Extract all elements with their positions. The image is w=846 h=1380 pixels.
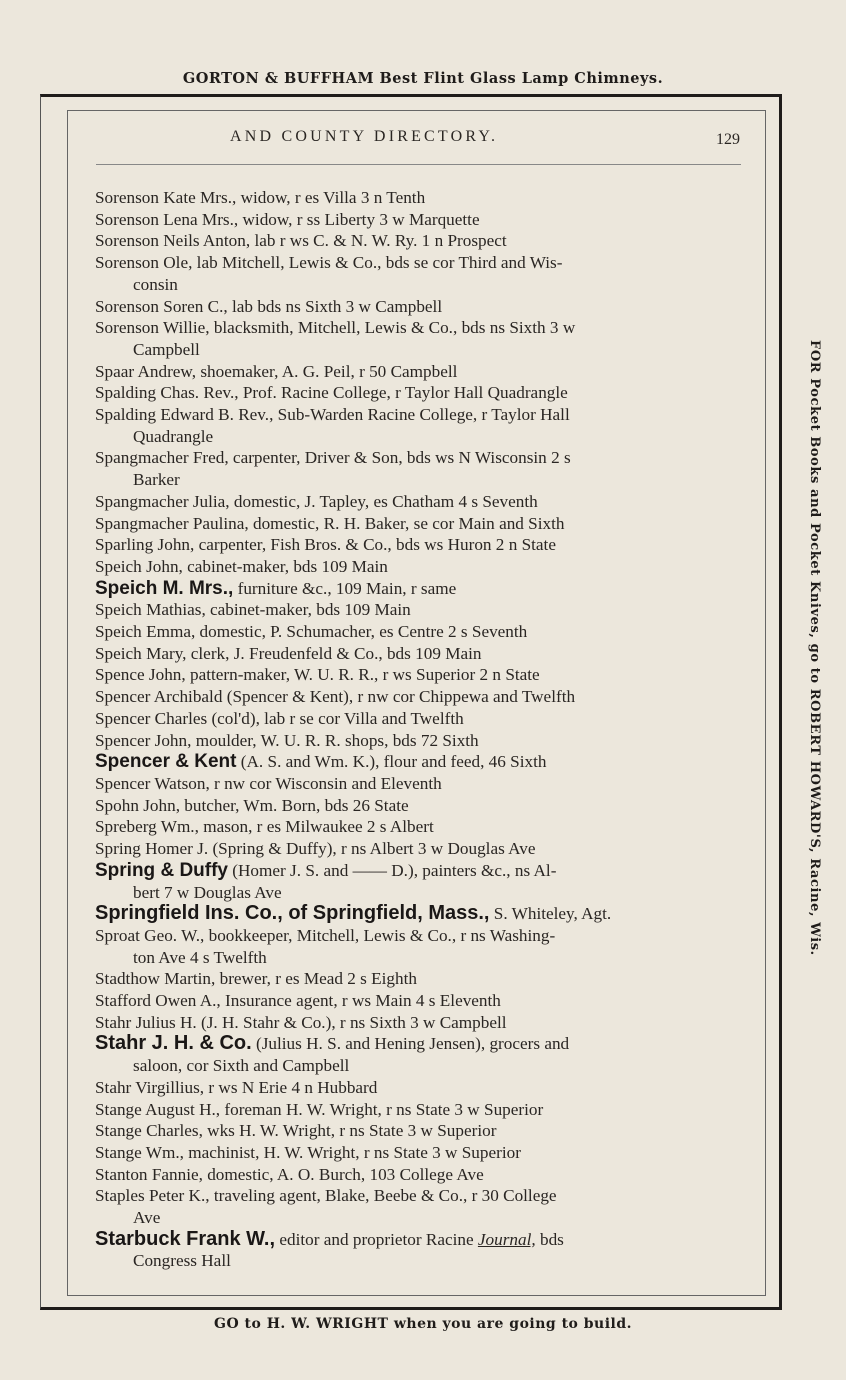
directory-entry: Stange August H., foreman H. W. Wright, r ns State 3 w Superior — [95, 1099, 544, 1119]
top-advertisement: GORTON & BUFFHAM Best Flint Glass Lamp Chimneys. — [182, 70, 664, 87]
directory-entry: Stange Charles, wks H. W. Wright, r ns State 3 w Superior — [95, 1121, 497, 1141]
directory-entry: Spreberg Wm., mason, r es Milwaukee 2 s Albert — [95, 817, 434, 837]
bold-entry-name: Springfield Ins. Co., of Springfield, Mass., — [95, 902, 490, 925]
directory-entry: Speich Emma, domestic, P. Schumacher, es Centre 2 s Seventh — [95, 622, 528, 642]
directory-entries — [86, 187, 746, 1272]
directory-entry: Sproat Geo. W., bookkeeper, Mitchell, Lewis & Co., r ns Washing- ton Ave 4 s Twelfth — [95, 925, 556, 967]
directory-entry: Spaar Andrew, shoemaker, A. G. Peil, r 50 Campbell — [95, 361, 458, 381]
directory-entry-bold: Springfield Ins. Co., of Springfield, Mass., S. Whiteley, Agt. — [95, 902, 612, 925]
page-number: 129 — [716, 131, 740, 148]
directory-entry: Spencer Archibald (Spencer & Kent), r nw cor Chippewa and Twelfth — [95, 687, 576, 707]
header-rule — [96, 164, 741, 165]
directory-entry-bold: Stahr J. H. & Co. (Julius H. S. and Hening Jensen), grocers and saloon, cor Sixth and Campbell — [95, 1032, 570, 1076]
directory-entry: Sorenson Kate Mrs., widow, r es Villa 3 n Tenth — [95, 188, 426, 207]
directory-entry: Sorenson Soren C., lab bds ns Sixth 3 w Campbell — [95, 296, 443, 316]
directory-entry: Speich John, cabinet-maker, bds 109 Main — [95, 556, 388, 576]
directory-entry: Stahr Virgillius, r ws N Erie 4 n Hubbard — [95, 1077, 378, 1097]
directory-entry: Spring Homer J. (Spring & Duffy), r ns Albert 3 w Douglas Ave — [95, 839, 536, 859]
journal-title: Journal, — [477, 1229, 536, 1249]
directory-entry: Stadthow Martin, brewer, r es Mead 2 s Eighth — [95, 969, 417, 989]
directory-entry: Sparling John, carpenter, Fish Bros. & Co., bds ws Huron 2 n State — [95, 535, 556, 555]
directory-entry: Sorenson Willie, blacksmith, Mitchell, Lewis & Co., bds ns Sixth 3 w Campbell — [95, 318, 576, 359]
directory-entry: Staples Peter K., traveling agent, Blake, Beebe & Co., r 30 College Ave — [95, 1186, 557, 1228]
directory-entry: Sorenson Ole, lab Mitchell, Lewis & Co., bds se cor Third and Wis- consin — [95, 253, 563, 294]
directory-entry: Spencer Charles (col'd), lab r se cor Villa and Twelfth — [95, 708, 464, 728]
directory-entry-bold: Spencer & Kent (A. S. and Wm. K.), flour and feed, 46 Sixth — [95, 751, 547, 773]
directory-entry: Sorenson Lena Mrs., widow, r ss Liberty 3 w Marquette — [95, 209, 480, 229]
page-header: AND COUNTY DIRECTORY. — [230, 128, 499, 145]
directory-entry: Spence John, pattern-maker, W. U. R. R., r ws Superior 2 n State — [95, 665, 540, 685]
directory-entry: Speich Mathias, cabinet-maker, bds 109 Main — [95, 600, 411, 620]
directory-entry: Sorenson Neils Anton, lab r ws C. & N. W. Ry. 1 n Prospect — [95, 231, 507, 251]
directory-entry: Spencer John, moulder, W. U. R. R. shops, bds 72 Sixth — [95, 730, 479, 750]
directory-entry: Stahr Julius H. (J. H. Stahr & Co.), r ns Sixth 3 w Campbell — [95, 1012, 507, 1032]
directory-entry-bold: Starbuck Frank W., editor and proprietor Racine Journal, bds Congress Hall — [95, 1227, 564, 1271]
bold-entry-name: Speich M. Mrs., — [95, 577, 234, 599]
directory-entry: Spangmacher Paulina, domestic, R. H. Baker, se cor Main and Sixth — [95, 513, 565, 533]
bold-entry-name: Spencer & Kent — [95, 751, 237, 773]
bottom-advertisement: GO to H. W. WRIGHT when you are going to build. — [213, 1316, 633, 1332]
directory-entry: Stange Wm., machinist, H. W. Wright, r ns State 3 w Superior — [95, 1142, 521, 1162]
directory-entry: Spangmacher Julia, domestic, J. Tapley, es Chatham 4 s Seventh — [95, 491, 538, 511]
directory-entry: Stanton Fannie, domestic, A. O. Burch, 103 College Ave — [95, 1164, 484, 1184]
side-advertisement-text: FOR Pocket Books and Pocket Knives, go to ROBERT HOWARD'S, Racine, Wis. — [807, 340, 822, 956]
bold-entry-name: Starbuck Frank W., — [95, 1227, 276, 1250]
bold-entry-name: Spring & Duffy — [95, 859, 228, 881]
directory-entry: Spangmacher Fred, carpenter, Driver & Son, bds ws N Wisconsin 2 s Barker — [95, 448, 571, 490]
directory-entry: Spohn John, butcher, Wm. Born, bds 26 State — [95, 795, 409, 815]
directory-entry: Stafford Owen A., Insurance agent, r ws Main 4 s Eleventh — [95, 991, 501, 1011]
bold-entry-name: Stahr J. H. & Co. — [95, 1032, 252, 1055]
directory-entry: Spencer Watson, r nw cor Wisconsin and Eleventh — [95, 773, 442, 793]
directory-entry: Spalding Edward B. Rev., Sub-Warden Racine College, r Taylor Hall Quadrangle — [95, 405, 570, 446]
directory-entry: Spalding Chas. Rev., Prof. Racine College, r Taylor Hall Quadrangle — [95, 383, 568, 403]
directory-entry-bold: Spring & Duffy (Homer J. S. and —— D.), painters &c., ns Al- bert 7 w Douglas Ave — [95, 859, 557, 902]
side-advertisement — [807, 340, 832, 1080]
directory-entry: Speich Mary, clerk, J. Freudenfeld & Co., bds 109 Main — [95, 643, 482, 663]
directory-entry-bold: Speich M. Mrs., furniture &c., 109 Main, r same — [95, 577, 457, 599]
